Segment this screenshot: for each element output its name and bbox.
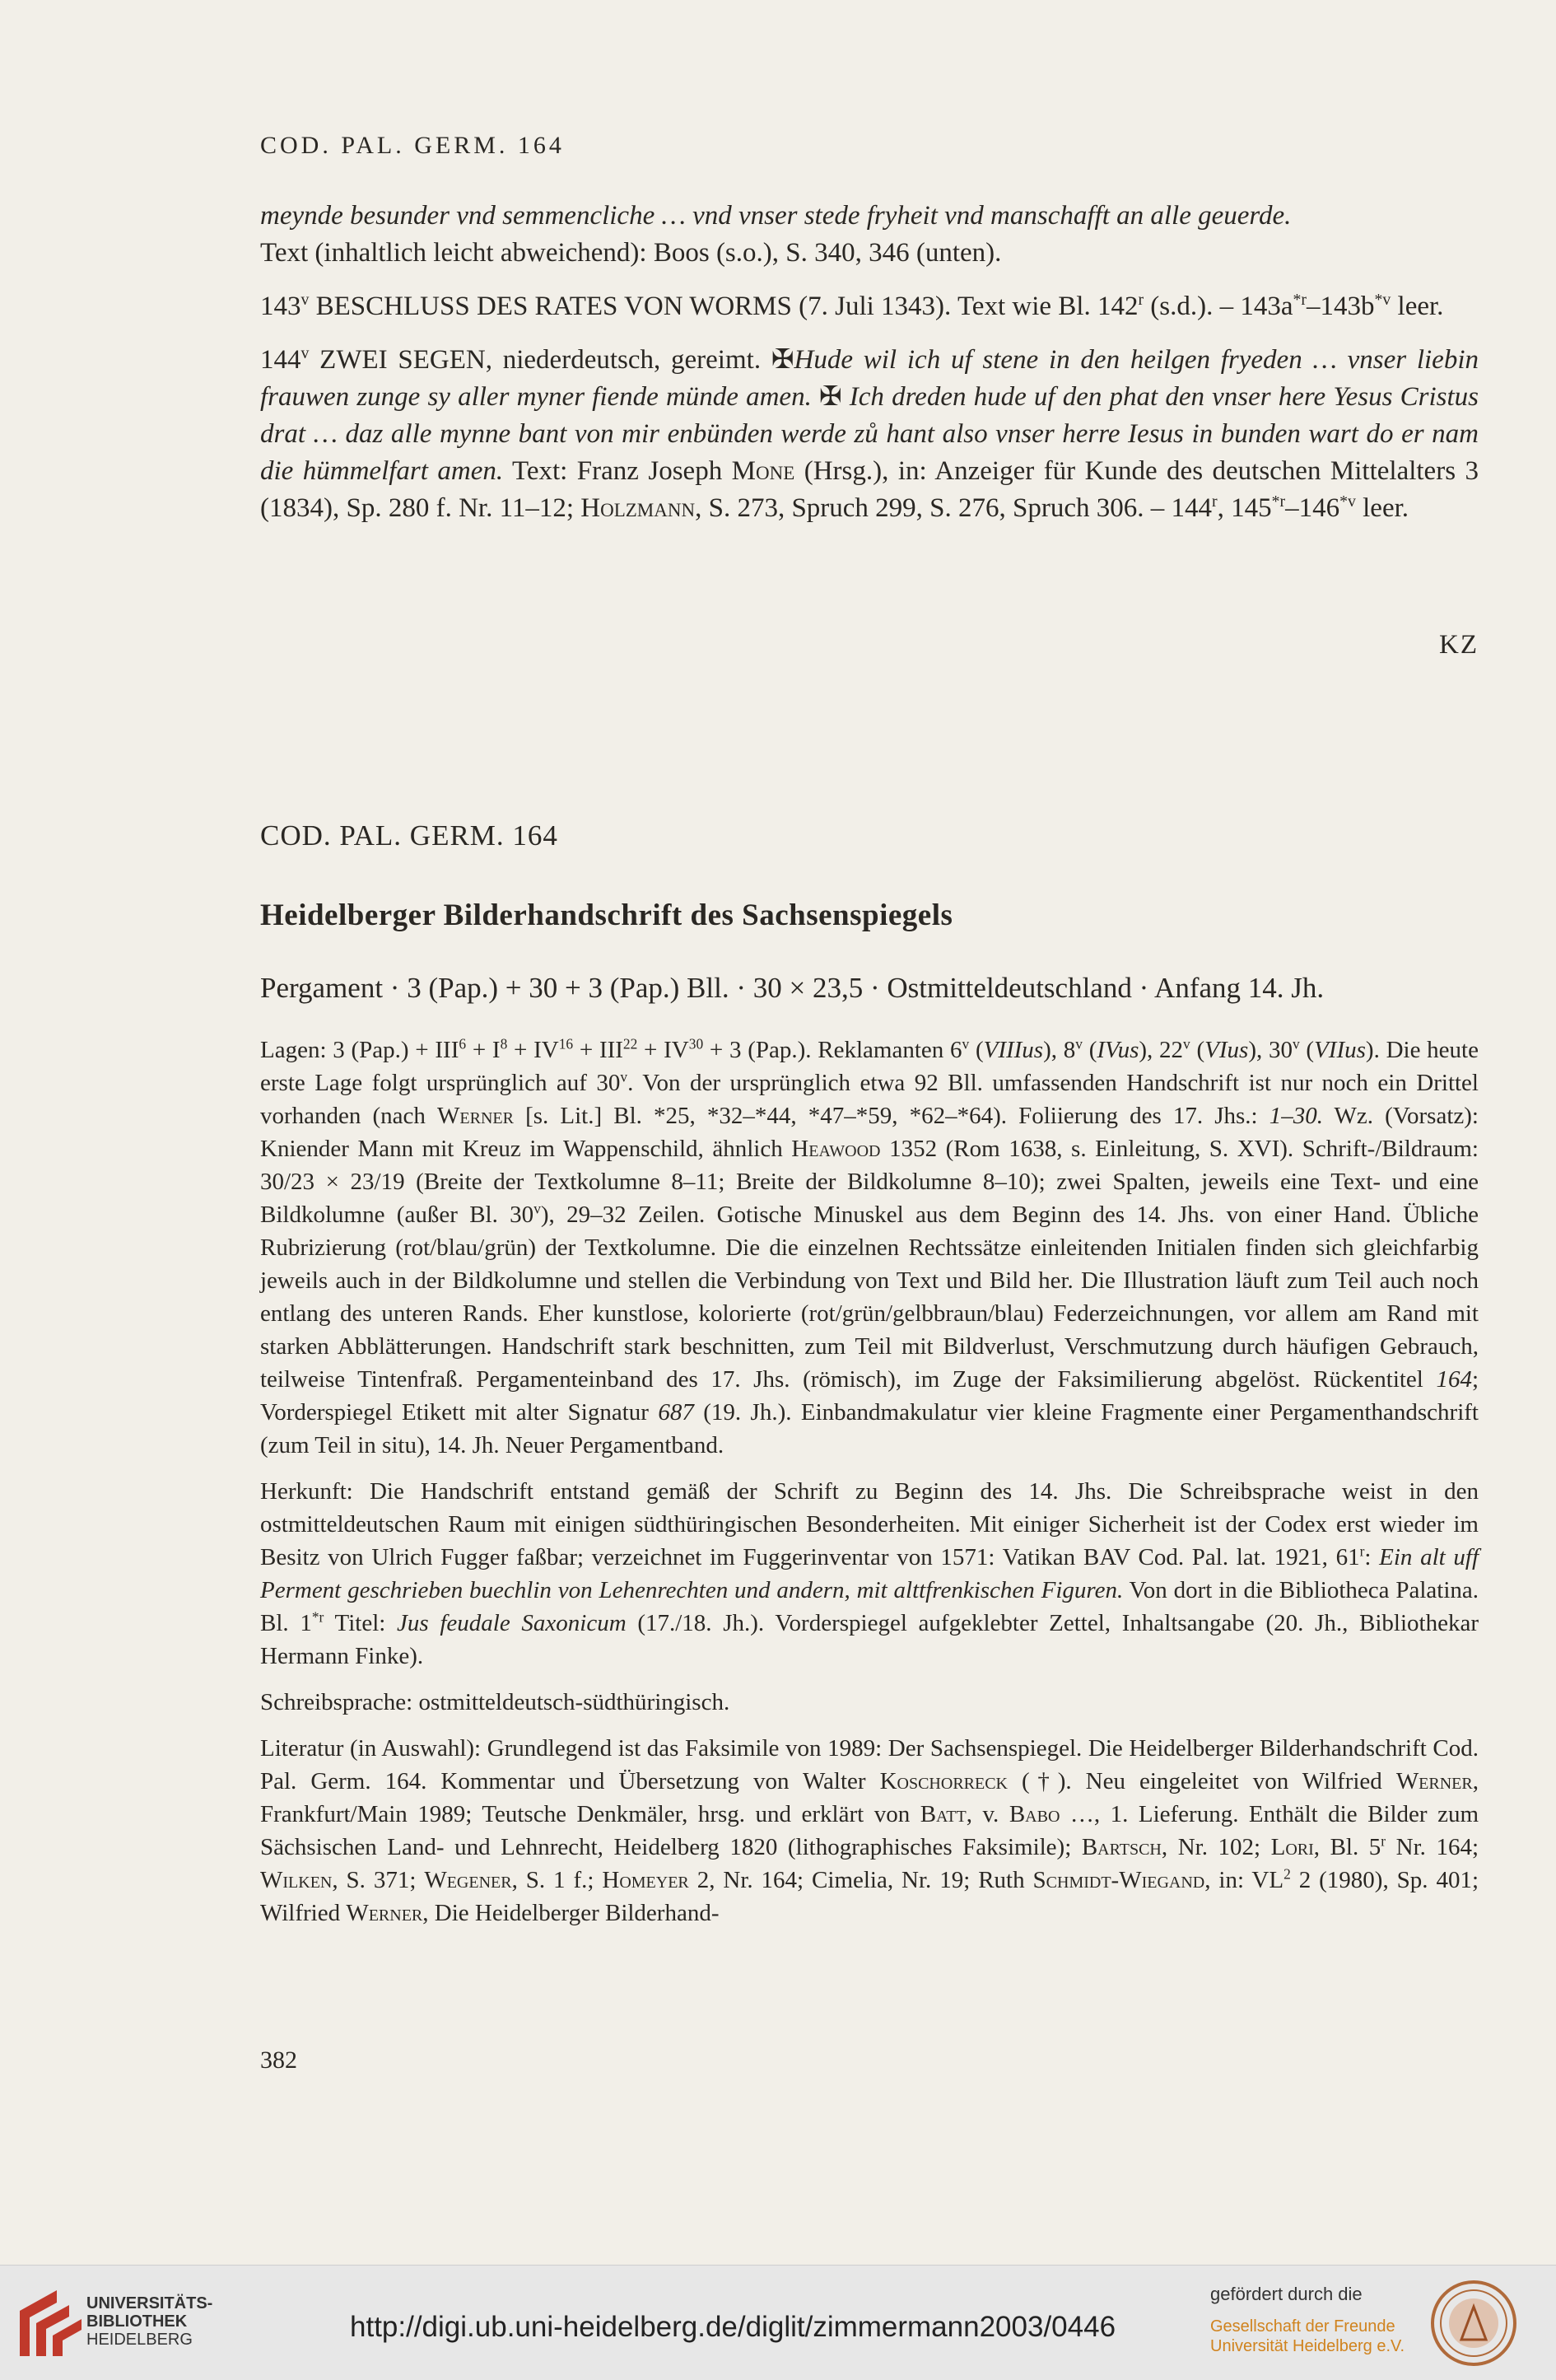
sponsor-name[interactable]: Gesellschaft der Freunde Universität Heidelberg e.V. xyxy=(1210,2317,1405,2355)
library-logo-icon[interactable] xyxy=(12,2282,86,2364)
herkunft-paragraph: Herkunft: Die Handschrift entstand gemäß der Schrift zu Beginn des 14. Jhs. Die Schreibsprache weist in den ostmitteldeutschen Raum mit einigen südthüringischen Besonderheiten. Mit einiger Sicherheit ist der Codex erst wieder im Besitz von Ulrich Fugger faßbar; verzeichnet im Fuggerinventar von 1571: Vatikan BAV Cod. Pal. lat. 1921, 61$^r$: Ein alt uff Perment geschrieben buechlin von Lehenrechten und andern, mit alttfrenkischen Figuren. Von dort in die Bibliotheca Palatina. Bl. 1$^{*r}$ Titel: Jus feudale Saxonicum (17./18. Jh.). Vorderspiegel aufgeklebter Zettel, Inhaltsangabe (20. Jh., Bibliothekar Hermann Finke). xyxy=(260,1478,1479,1669)
running-head: COD. PAL. GERM. 164 xyxy=(260,132,565,159)
author-signature: KZ xyxy=(1439,630,1479,660)
lagen-paragraph: Lagen: 3 $(Pap.) + III^6 + I^8 + IV^{16} + III^{22} + IV^{30} + 3$ (Pap.). Reklamanten 6$^v$ (VIIIus), 8$^v$ (IVus), 22$^v$ (VIus), 30$^v$ (VIIus). Die heute erste Lage folgt ursprünglich auf 30$^v$. Von der ursprünglich etwa 92 Bll. umfassenden Handschrift ist nur noch ein Drittel vorhanden (nach Werner [s. Lit.] Bl. *25, *32–*44, *47–*59, *62–*64). Foliierung des 17. Jhs.: 1–30. Wz. (Vorsatz): Kniender Mann mit Kreuz im Wappenschild, ähnlich Heawood 1352 (Rom 1638, s. Einleitung, S. XVI). Schrift-/Bildraum: 30/23 × 23/19 (Breite der Textkolumne 8–11; Breite der Bildkolumne 8–10); zwei Spalten, jeweils eine Text- und eine Bildkolumne (außer Bl. 30$^v$), 29–32 Zeilen. Gotische Minuskel aus dem Beginn des 14. Jhs. von einer Hand. Übliche Rubrizierung (rot/blau/grün) der Textkolumne. Die die einzelnen Rechtssätze einleitenden Initialen finden sich gleichfarbig jeweils auch in der Bildkolumne und stellen die Verbindung von Text und Bild her. Die Illustration läuft zum Teil auch noch entlang des unteren Rands. Eher kunstlose, kolorierte (rot/grün/gelbbraun/blau) Federzeichnungen, vor allem am Rand mit starken Abblätterungen. Handschrift stark beschnitten, zum Teil mit Bildverlust, Verschmutzung durch häufigen Gebrauch, teilweise Tintenfraß. Pergamenteinband des 17. Jhs. (römisch), im Zuge der Faksimilierung abgelöst. Rückentitel 164; Vorderspiegel Etikett mit alter Signatur 687 (19. Jh.). Einbandmakulatur vier kleine Fragmente einer Pergamenthandschrift (zum Teil in situ), 14. Jh. Neuer Pergamentband. xyxy=(260,1035,1479,1458)
section-heading: COD. PAL. GERM. 164 xyxy=(260,819,558,852)
literatur-paragraph: Literatur (in Auswahl): Grundlegend ist das Faksimile von 1989: Der Sachsenspiegel. Die Heidelberger Bilderhandschrift Cod. Pal. Germ. 164. Kommentar und Übersetzung von Walter Koschorreck (†). Neu eingeleitet von Wilfried Werner, Frankfurt/Main 1989; Teutsche Denkmäler, hrsg. und erklärt von Batt, v. Babo …, 1. Lieferung. Enthält die Bilder zum Sächsischen Land- und Lehnrecht, Heidelberg 1820 (lithographisches Faksimile); Bartsch, Nr. 102; Lori, Bl. 5$^r$ Nr. 164; Wilken, S. 371; Wegener, S. 1 f.; Homeyer 2, Nr. 164; Cimelia, Nr. 19; Ruth Schmidt-Wiegand, in: $VL^2$ 2 (1980), Sp. 401; Wilfried Werner, Die Heidelberger Bilderhand- xyxy=(260,1735,1479,1926)
footer-bar xyxy=(0,2265,1556,2380)
university-seal-icon[interactable] xyxy=(1428,2278,1519,2368)
section-description: Pergament · 3 (Pap.) + 30 + 3 (Pap.) Bll. · 30 × 23,5 · Ostmitteldeutschland · Anfang 14. Jh. xyxy=(260,972,1325,1004)
paragraph-143v: 143$^v$ BESCHLUSS DES RATES VON WORMS (7. Juli 1343). Text wie Bl. 142$^r$ (s.d.). – $143a^{*r}-143b^{*v}$ leer. xyxy=(260,291,1444,321)
schreibsprache-paragraph: Schreibsprache: ostmitteldeutsch-südthüringisch. xyxy=(260,1689,730,1715)
sponsor-label: gefördert durch die xyxy=(1210,2284,1363,2304)
page-url-link[interactable]: http://digi.ub.uni-heidelberg.de/diglit/zimmermann2003/0446 xyxy=(350,2311,1116,2343)
continuation-block xyxy=(260,198,1479,527)
page-number: 382 xyxy=(260,2046,297,2074)
text-reference: Text (inhaltlich leicht abweichend): Boos (s.o.), S. 340, 346 (unten). xyxy=(260,238,1002,268)
cross-icon: ✠ xyxy=(771,345,794,375)
library-logo-text[interactable]: UNIVERSITÄTS- BIBLIOTHEK HEIDELBERG xyxy=(86,2294,213,2349)
paragraph-144v: 144$^v$ ZWEI SEGEN, niederdeutsch, gereimt. ✠Hude wil ich uf stene in den heilgen fryeden … vnser liebin frauwen zunge sy aller myner fiende münde amen. ✠ Ich dreden hude uf den phat den vnser here Yesus Cristus drat … daz alle mynne bant von mir enbünden werde zů hant also vnser herre Iesus in bunden wart do er nam die hümmelfart amen. Text: Franz Joseph Mone (Hrsg.), in: Anzeiger für Kunde des deutschen Mittelalters 3 (1834), Sp. 280 f. Nr. 11–12; Holzmann, S. 273, Spruch 299, S. 276, Spruch 306. – 144$^r$, 145$^{*r}$–146$^{*v}$ leer. xyxy=(260,344,1479,523)
cross-icon: ✠ xyxy=(811,382,850,412)
paragraph-text-end xyxy=(260,198,1479,272)
section-title: Heidelberger Bilderhandschrift des Sachsenspiegels xyxy=(260,898,953,932)
description-block xyxy=(260,1034,1479,1930)
quote-text: meynde besunder vnd semmencliche … vnd vnser stede fryheit vnd manschafft an alle geuerde. xyxy=(260,201,1292,231)
